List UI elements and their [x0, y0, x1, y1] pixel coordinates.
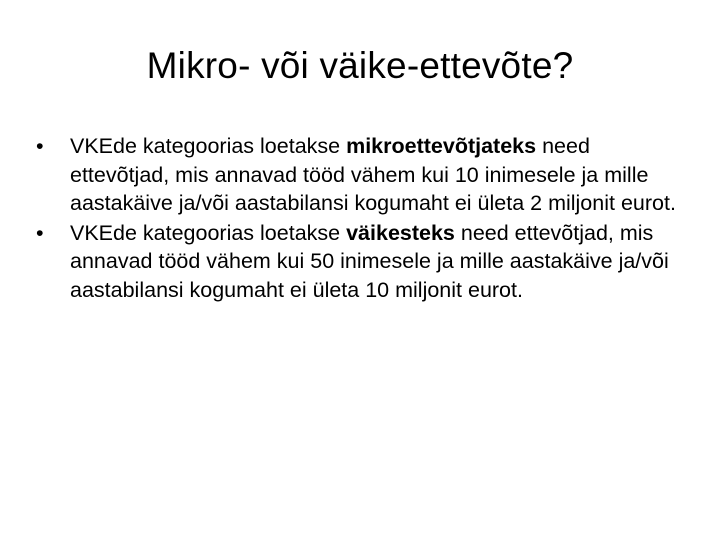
bullet-item-small	[36, 219, 676, 305]
bullet-item-micro	[36, 132, 676, 218]
slide-title: Mikro- või väike-ettevõte?	[146, 45, 574, 86]
bullet-text-before: VKEde kategoorias loetakse	[70, 220, 347, 245]
bullet-dot: •	[36, 134, 44, 158]
bullet-text-before: VKEde kategoorias loetakse	[70, 134, 347, 158]
bullet-list	[36, 132, 676, 305]
bullet-text-after: need ettevõtjad, mis annavad tööd vähem kui 50 inimesele ja mille aastakäive ja/või aastabilansi kogumaht ei ületa 10 miljonit eurot.	[70, 220, 669, 302]
bullet-text	[70, 134, 676, 215]
bullet-dot: •	[36, 220, 44, 245]
bullet-term-micro: mikroettevõtjateks	[346, 134, 537, 158]
bullet-text	[70, 221, 669, 302]
bullet-term-small: väikesteks	[346, 220, 455, 245]
bullet-text-after: need ettevõtjad, mis annavad tööd vähem kui 10 inimesele ja mille aastakäive ja/või aastabilansi kogumaht ei ületa 2 miljonit eurot.	[70, 134, 676, 215]
